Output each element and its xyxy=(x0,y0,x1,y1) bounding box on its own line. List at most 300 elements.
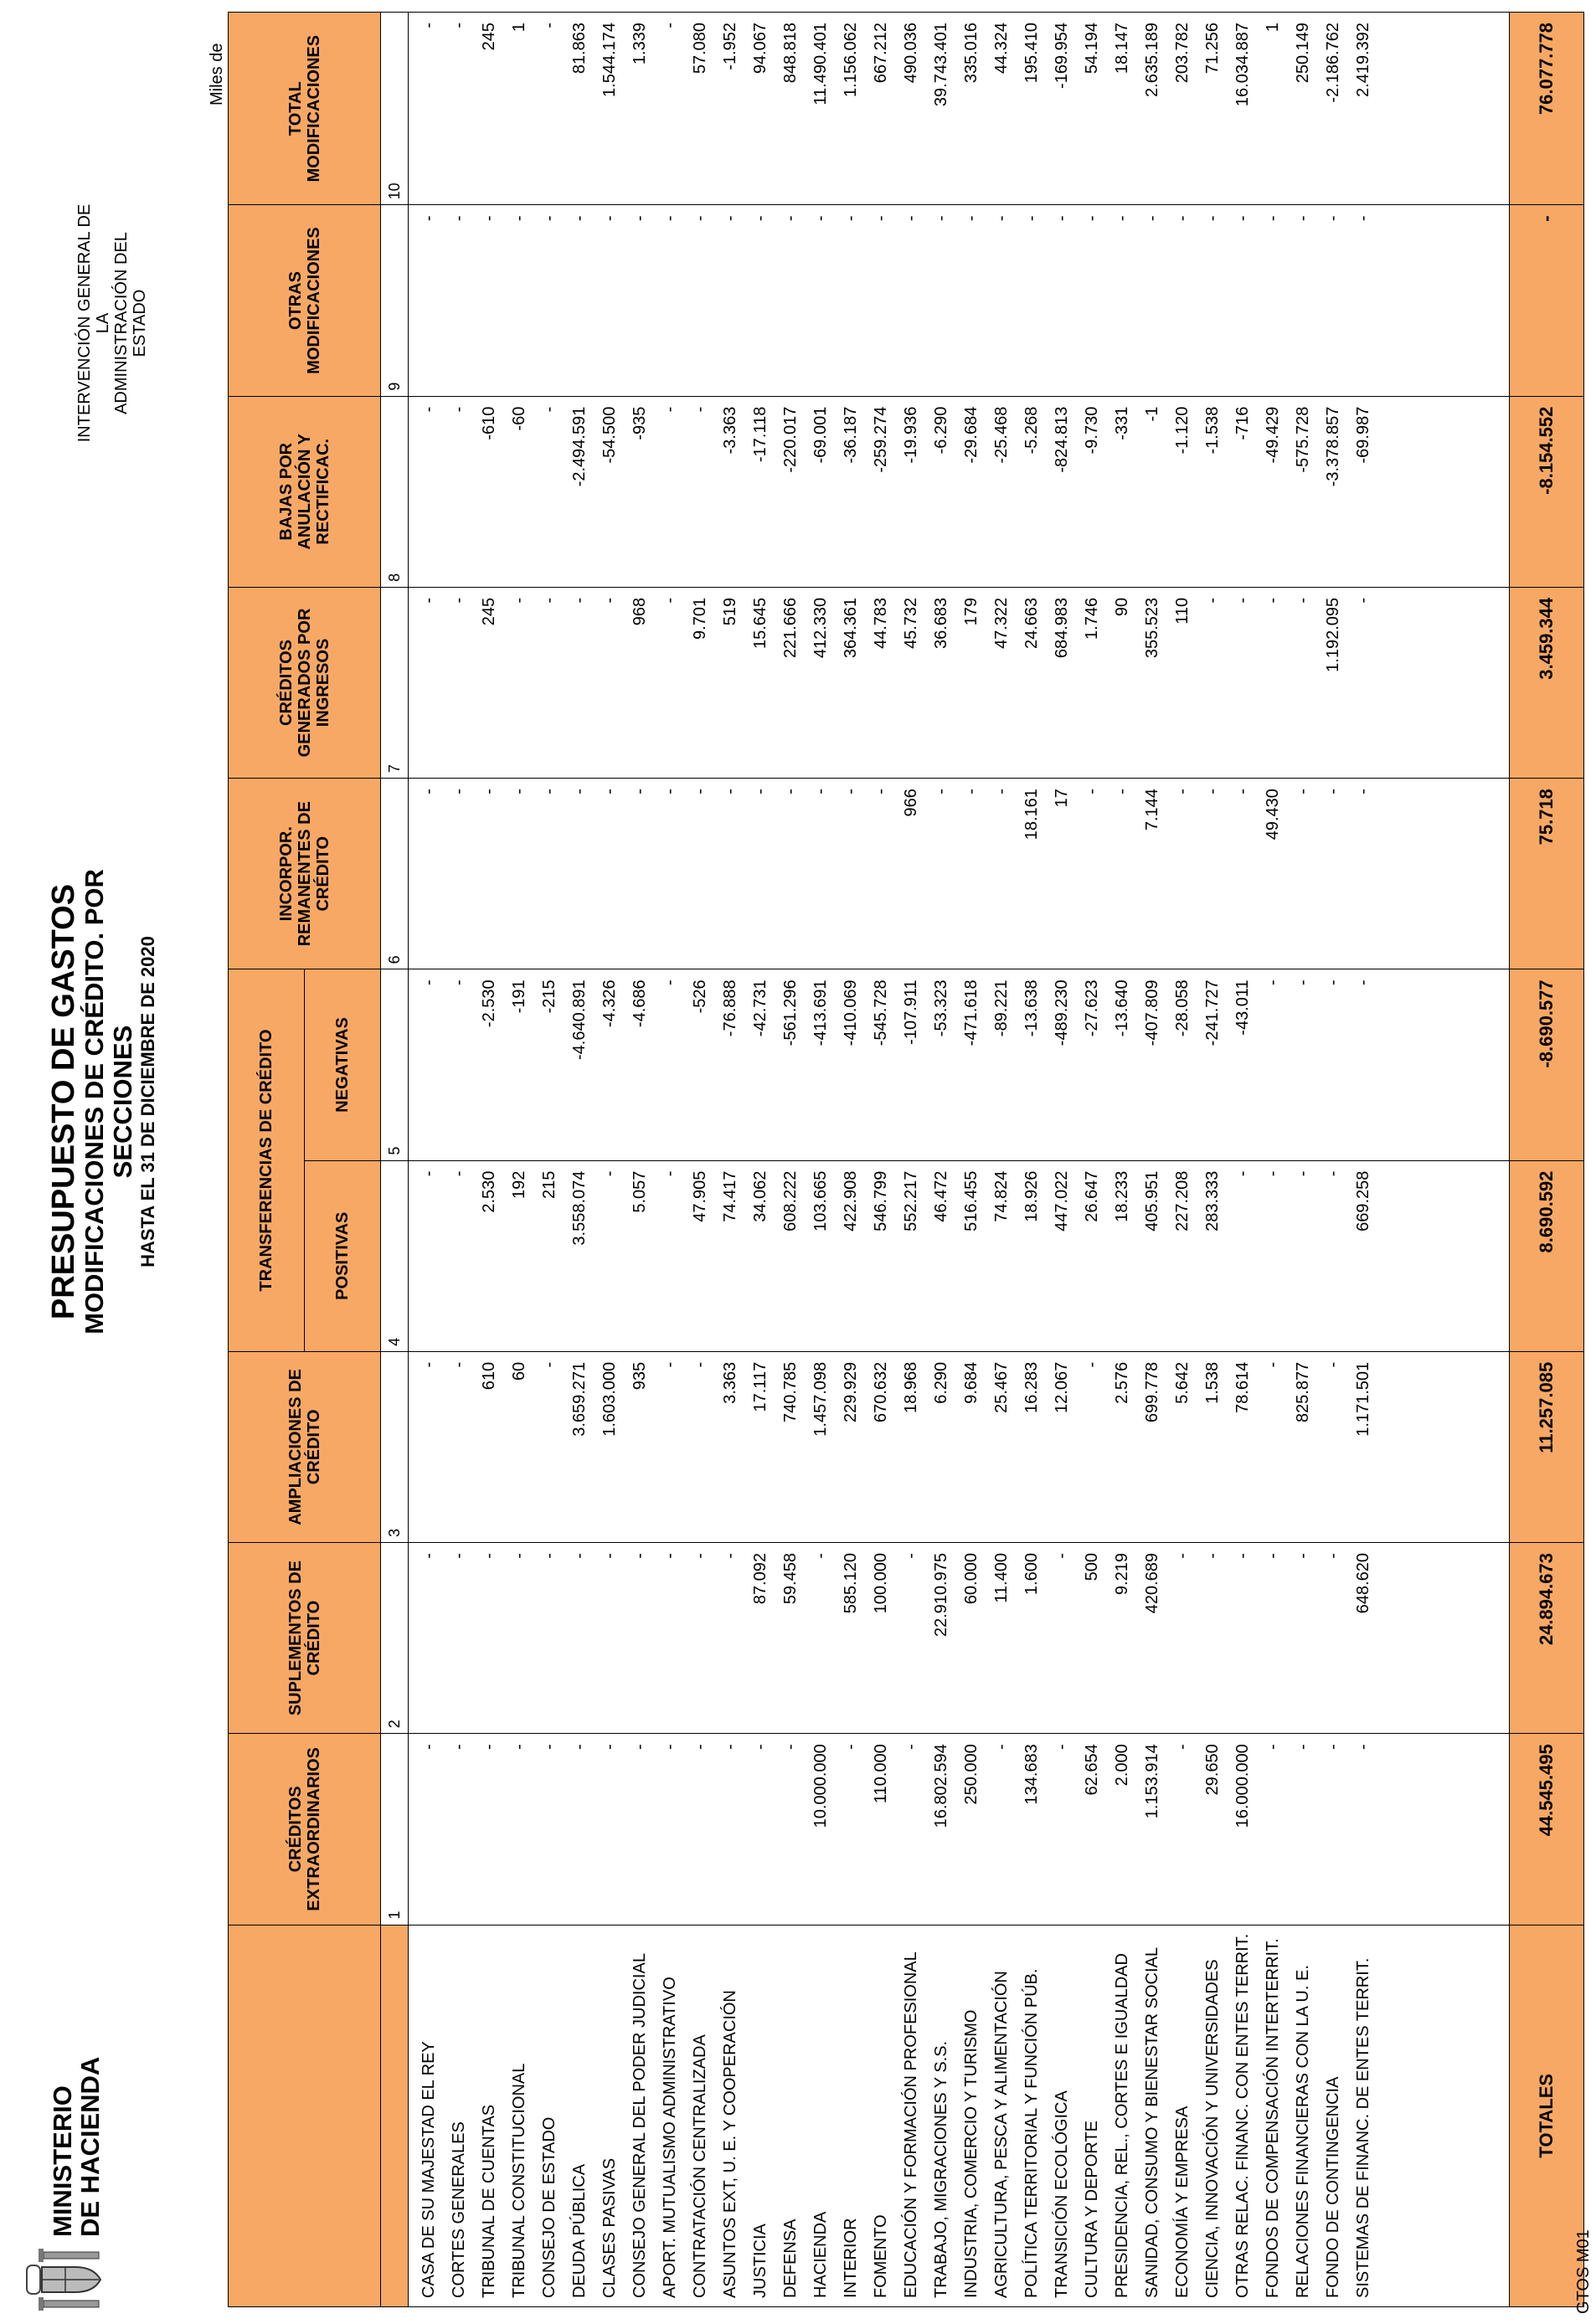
bajas-value: -6.290 xyxy=(932,406,950,455)
form-code: GTOS M01 xyxy=(1574,2229,1593,2314)
pos-value: 405.951 xyxy=(1143,1170,1161,1231)
incorp-value: - xyxy=(480,789,498,794)
supl-value: 87.092 xyxy=(751,1553,770,1605)
total-value: 335.016 xyxy=(962,23,981,84)
section-name: AGRICULTURA, PESCA Y ALIMENTACIÓN xyxy=(992,1971,1011,2298)
header-total: TOTAL MODIFICACIONES xyxy=(229,13,381,205)
header-generados: CRÉDITOS GENERADOS POR INGRESOS xyxy=(229,587,381,778)
section-name: OTRAS RELAC. FINANC. CON ENTES TERRIT. xyxy=(1233,1933,1252,2298)
supl-value: - xyxy=(1264,1553,1282,1559)
section-name: JUSTICIA xyxy=(751,2224,770,2298)
negativas-cell xyxy=(409,969,1510,1160)
ampl-value: 610 xyxy=(480,1361,498,1391)
ampl-value: 2.576 xyxy=(1113,1361,1131,1404)
otras-value: - xyxy=(992,215,1011,222)
otras-value: - xyxy=(570,215,589,222)
gen-value: 245 xyxy=(480,597,498,626)
incorp-value: - xyxy=(1233,789,1252,794)
otras-value: - xyxy=(962,215,981,222)
pos-value: 47.905 xyxy=(691,1170,709,1222)
pos-value: - xyxy=(1324,1170,1342,1177)
neg-value: -545.728 xyxy=(872,979,890,1046)
supl-value: - xyxy=(480,1553,498,1559)
bajas-value: - xyxy=(661,406,679,413)
total-cell xyxy=(409,13,1510,205)
otras-value: - xyxy=(872,215,890,222)
total-value: - xyxy=(450,23,468,28)
supl-value: 22.910.975 xyxy=(932,1553,950,1638)
neg-value: -27.623 xyxy=(1083,979,1101,1037)
extra-value: - xyxy=(631,1744,649,1750)
header-transferencias: TRANSFERENCIAS DE CRÉDITO xyxy=(229,969,305,1351)
extra-value: - xyxy=(992,1744,1011,1750)
supl-value: - xyxy=(600,1553,619,1559)
column-number: 6 xyxy=(381,779,409,969)
pos-value: - xyxy=(420,1170,438,1177)
extra-value: - xyxy=(721,1744,739,1750)
report-title: PRESUPUESTO DE GASTOS xyxy=(46,883,81,1320)
total-value: 667.212 xyxy=(872,23,890,84)
gen-value: 179 xyxy=(962,597,981,626)
header-positivas: POSITIVAS xyxy=(305,1160,381,1351)
bajas-value: -54.500 xyxy=(600,406,619,464)
column-number: 3 xyxy=(381,1351,409,1542)
ampl-value: 3.659.271 xyxy=(570,1361,589,1437)
neg-value: - xyxy=(1324,979,1342,986)
section-name: TRABAJO, MIGRACIONES Y S.S. xyxy=(932,2040,950,2298)
extra-value: 134.683 xyxy=(1022,1744,1041,1805)
total-value: 44.324 xyxy=(992,23,1011,75)
otras-value: - xyxy=(1083,215,1101,222)
gen-value: 1.192.095 xyxy=(1324,597,1342,672)
neg-value: -4.686 xyxy=(631,979,649,1028)
neg-value: -410.069 xyxy=(842,979,860,1046)
ampl-value: - xyxy=(420,1361,438,1368)
total-value: -1.952 xyxy=(721,23,739,70)
gen-value: 47.322 xyxy=(992,597,1011,650)
pos-value: 608.222 xyxy=(781,1170,800,1231)
section-name: TRANSICIÓN ECOLÓGICA xyxy=(1053,2090,1071,2298)
column-number: 9 xyxy=(381,205,409,396)
ampl-value: 6.290 xyxy=(932,1361,950,1404)
incorp-value: - xyxy=(1083,789,1101,794)
supl-value: - xyxy=(450,1553,468,1559)
total-value: 1.156.062 xyxy=(842,23,860,97)
header-ampliaciones: AMPLIACIONES DE CRÉDITO xyxy=(229,1351,381,1542)
units-label: Miles de xyxy=(208,43,226,105)
ampl-value: - xyxy=(450,1361,468,1368)
ampl-value: 12.067 xyxy=(1053,1361,1071,1413)
otras-value: - xyxy=(600,215,619,222)
bajas-value: -69.987 xyxy=(1354,406,1372,464)
extra-value: - xyxy=(691,1744,709,1750)
total-value: 39.743.401 xyxy=(932,23,950,107)
extra-value: - xyxy=(842,1744,860,1750)
pos-value: - xyxy=(1233,1170,1252,1177)
pos-value: 447.022 xyxy=(1053,1170,1071,1231)
column-number: 8 xyxy=(381,396,409,587)
ampl-value: 78.614 xyxy=(1233,1361,1252,1413)
column-number: 7 xyxy=(381,587,409,778)
gen-value: 519 xyxy=(721,597,739,626)
bajas-value: -19.936 xyxy=(902,406,920,464)
total-value: - xyxy=(540,23,559,28)
total-generados: 3.459.344 xyxy=(1510,587,1584,778)
supl-value: - xyxy=(510,1553,528,1559)
ampl-value: 825.877 xyxy=(1294,1361,1312,1423)
total-value: 250.149 xyxy=(1294,23,1312,84)
supl-value: 1.600 xyxy=(1022,1553,1041,1596)
ampl-value: - xyxy=(1083,1361,1101,1368)
section-name: POLÍTICA TERRITORIAL Y FUNCIÓN PÚB. xyxy=(1022,1968,1041,2298)
otras-value: - xyxy=(1264,215,1282,222)
ministry-line-1: MINISTERIO xyxy=(48,2085,77,2237)
gen-value: 9.701 xyxy=(691,597,709,640)
supl-value: 585.120 xyxy=(842,1553,860,1614)
pos-value: - xyxy=(1264,1170,1282,1177)
section-name: CONSEJO DE ESTADO xyxy=(540,2116,559,2298)
otras-value: - xyxy=(932,215,950,222)
otras-value: - xyxy=(1233,215,1252,222)
table-body-row xyxy=(409,13,1510,2307)
ampl-value: 670.632 xyxy=(872,1361,890,1423)
incorp-value: 7.144 xyxy=(1143,789,1161,831)
pos-value: 46.472 xyxy=(932,1170,950,1222)
column-number: 5 xyxy=(381,969,409,1160)
bajas-value: -935 xyxy=(631,406,649,440)
incorp-value: - xyxy=(751,789,770,794)
otras-value: - xyxy=(450,215,468,222)
ampl-value: 1.538 xyxy=(1203,1361,1222,1404)
bajas-value: -331 xyxy=(1113,406,1131,440)
incorp-value: 18.161 xyxy=(1022,789,1041,841)
incorp-value: - xyxy=(1324,789,1342,794)
extra-value: - xyxy=(540,1744,559,1750)
neg-value: -407.809 xyxy=(1143,979,1161,1046)
extra-value: - xyxy=(600,1744,619,1750)
pos-value: 74.824 xyxy=(992,1170,1011,1222)
neg-value: -89.221 xyxy=(992,979,1011,1037)
pos-value: 5.057 xyxy=(631,1170,649,1213)
extra-value: - xyxy=(781,1744,800,1750)
otras-value: - xyxy=(721,215,739,222)
pos-value: 34.062 xyxy=(751,1170,770,1222)
ampl-value: 3.363 xyxy=(721,1361,739,1404)
extra-value: - xyxy=(1324,1744,1342,1750)
otras-value: - xyxy=(781,215,800,222)
bajas-value: -575.728 xyxy=(1294,406,1312,473)
otras-value: - xyxy=(540,215,559,222)
report-subtitle: MODIFICACIONES DE CRÉDITO. POR SECCIONES xyxy=(80,869,137,1334)
section-name: HACIENDA xyxy=(811,2211,830,2298)
incorp-value: - xyxy=(872,789,890,794)
incorp-value: - xyxy=(1113,789,1131,794)
supl-value: - xyxy=(1053,1553,1071,1559)
total-value: 490.036 xyxy=(902,23,920,84)
section-name: INDUSTRIA, COMERCIO Y TURISMO xyxy=(962,2009,981,2298)
neg-value: -43.011 xyxy=(1233,979,1252,1036)
incorp-value: - xyxy=(661,789,679,794)
bajas-value: -716 xyxy=(1233,406,1252,440)
gen-value: - xyxy=(540,597,559,604)
neg-value: -42.731 xyxy=(751,979,770,1037)
incorp-value: - xyxy=(570,789,589,794)
pos-value: 3.558.074 xyxy=(570,1170,589,1246)
extra-value: - xyxy=(1264,1744,1282,1750)
bajas-value: -49.429 xyxy=(1264,406,1282,464)
gen-value: - xyxy=(420,597,438,604)
suplementos-cell xyxy=(409,1543,1510,1734)
column-number: 4 xyxy=(381,1160,409,1351)
supl-value: 11.400 xyxy=(992,1553,1011,1603)
otras-value: - xyxy=(691,215,709,222)
pos-value: - xyxy=(450,1170,468,1177)
section-name: CULTURA Y DEPORTE xyxy=(1083,2121,1101,2298)
supl-value: 59.458 xyxy=(781,1553,800,1605)
extra-value: - xyxy=(751,1744,770,1750)
total-value: 2.419.392 xyxy=(1354,23,1372,97)
gen-value: 90 xyxy=(1113,597,1131,617)
bajas-value: -60 xyxy=(510,406,528,431)
gen-value: 364.361 xyxy=(842,597,860,659)
total-value: 203.782 xyxy=(1173,23,1192,84)
pos-value: 546.799 xyxy=(872,1170,890,1231)
extra-value: - xyxy=(661,1744,679,1750)
incorp-value: - xyxy=(510,789,528,794)
pos-value: 227.208 xyxy=(1173,1170,1192,1231)
supl-value: - xyxy=(1294,1553,1312,1559)
pos-value: 516.455 xyxy=(962,1170,981,1231)
pos-value: 192 xyxy=(510,1170,528,1199)
gen-value: 355.523 xyxy=(1143,597,1161,659)
totals-label: TOTALES xyxy=(1510,1925,1584,2306)
header-bajas: BAJAS POR ANULACIÓN Y RECTIFICAC. xyxy=(229,396,381,587)
otras-value: - xyxy=(510,215,528,222)
total-value: -169.954 xyxy=(1053,23,1071,89)
section-name: DEFENSA xyxy=(781,2219,800,2298)
section-name: CASA DE SU MAJESTAD EL REY xyxy=(420,2041,438,2298)
bajas-value: -3.363 xyxy=(721,406,739,455)
supl-value: - xyxy=(811,1553,830,1559)
gen-value: - xyxy=(1233,597,1252,604)
bajas-value: -25.468 xyxy=(992,406,1011,464)
otras-value: - xyxy=(480,215,498,222)
otras-value: - xyxy=(1113,215,1131,222)
bajas-value: - xyxy=(450,406,468,413)
gen-value: 968 xyxy=(631,597,649,626)
otras-value: - xyxy=(1053,215,1071,222)
ampl-value: 935 xyxy=(631,1361,649,1391)
pos-value: 552.217 xyxy=(902,1170,920,1231)
section-name: TRIBUNAL CONSTITUCIONAL xyxy=(510,2063,528,2298)
neg-value: -561.296 xyxy=(781,979,800,1046)
total-suplementos: 24.894.673 xyxy=(1510,1543,1584,1734)
neg-value: -489.230 xyxy=(1053,979,1071,1046)
section-name: FOMENTO xyxy=(872,2214,890,2298)
ampl-value: - xyxy=(691,1361,709,1368)
section-name: CIENCIA, INNOVACIÓN Y UNIVERSIDADES xyxy=(1203,1959,1222,2298)
gen-value: 24.663 xyxy=(1022,597,1041,650)
gen-value: - xyxy=(1354,597,1372,604)
report-date: HASTA EL 31 DE DICIEMBRE DE 2020 xyxy=(137,936,158,1267)
incorp-value: - xyxy=(1173,789,1192,794)
gen-value: 45.732 xyxy=(902,597,920,650)
supl-value: 420.689 xyxy=(1143,1553,1161,1614)
ampl-value: - xyxy=(540,1361,559,1368)
section-name: RELACIONES FINANCIERAS CON LA U. E. xyxy=(1294,1965,1312,2298)
otras-value: - xyxy=(1173,215,1192,222)
bajas-value: -259.274 xyxy=(872,406,890,473)
total-value: 1.339 xyxy=(631,23,649,65)
neg-value: -241.727 xyxy=(1203,979,1222,1046)
section-name: DEUDA PÚBLICA xyxy=(570,2163,589,2298)
extra-value: - xyxy=(480,1744,498,1750)
ampl-value: 699.778 xyxy=(1143,1361,1161,1423)
org-line-2: ADMINISTRACIÓN DEL ESTADO xyxy=(112,232,149,414)
column-number: 2 xyxy=(381,1543,409,1734)
supl-value: - xyxy=(902,1553,920,1559)
section-name: FONDOS DE COMPENSACIÓN INTERTERRIT. xyxy=(1264,1938,1282,2298)
total-value: 81.863 xyxy=(570,23,589,75)
neg-value: - xyxy=(1354,979,1372,986)
extra-value: 110.000 xyxy=(872,1744,890,1804)
extra-value: 16.802.594 xyxy=(932,1744,950,1828)
neg-value: - xyxy=(1294,979,1312,986)
neg-value: -76.888 xyxy=(721,979,739,1037)
neg-value: -107.911 xyxy=(902,979,920,1045)
otras-value: - xyxy=(661,215,679,222)
supl-value: - xyxy=(420,1553,438,1559)
positivas-cell xyxy=(409,1160,1510,1351)
otras-value: - xyxy=(811,215,830,222)
neg-value: -4.640.891 xyxy=(570,979,589,1060)
section-name: SISTEMAS DE FINANC. DE ENTES TERRIT. xyxy=(1354,1957,1372,2298)
column-number: 10 xyxy=(381,13,409,205)
total-value: 848.818 xyxy=(781,23,800,84)
gen-value: 412.330 xyxy=(811,597,830,659)
section-name: INTERIOR xyxy=(842,2218,860,2298)
supl-value: - xyxy=(1233,1553,1252,1559)
org-name xyxy=(75,198,149,449)
supl-value: - xyxy=(631,1553,649,1559)
org-line-1: INTERVENCIÓN GENERAL DE LA xyxy=(75,203,112,443)
pos-value: 422.908 xyxy=(842,1170,860,1231)
otras-value: - xyxy=(420,215,438,222)
total-value: 1 xyxy=(1264,23,1282,33)
supl-value: - xyxy=(691,1553,709,1559)
gen-value: 15.645 xyxy=(751,597,770,650)
neg-value: -526 xyxy=(691,979,709,1014)
neg-value: -53.323 xyxy=(932,979,950,1037)
header-otras: OTRAS MODIFICACIONES xyxy=(229,205,381,396)
extra-value: 250.000 xyxy=(962,1744,981,1805)
ampl-value: 1.171.501 xyxy=(1354,1361,1372,1437)
total-value: 11.490.401 xyxy=(811,23,830,105)
ampl-value: - xyxy=(1324,1361,1342,1368)
ampl-value: 25.467 xyxy=(992,1361,1011,1413)
neg-value: - xyxy=(661,979,679,986)
bajas-value: -9.730 xyxy=(1083,406,1101,455)
supl-value: - xyxy=(570,1553,589,1559)
total-value: 54.194 xyxy=(1083,23,1101,75)
column-number: 1 xyxy=(381,1734,409,1925)
bajas-value: -220.017 xyxy=(781,406,800,473)
bajas-value: -1.120 xyxy=(1173,406,1192,455)
header-extraordinarios: CRÉDITOS EXTRAORDINARIOS xyxy=(229,1734,381,1925)
gen-value: 110 xyxy=(1173,597,1192,625)
incorp-value: - xyxy=(540,789,559,794)
neg-value: -13.640 xyxy=(1113,979,1131,1037)
neg-value: - xyxy=(450,979,468,986)
extra-value: - xyxy=(1053,1744,1071,1750)
neg-value: - xyxy=(1264,979,1282,986)
otras-value: - xyxy=(842,215,860,222)
generados-cell xyxy=(409,587,1510,778)
total-otras: - xyxy=(1510,205,1584,396)
total-value: - xyxy=(661,23,679,28)
incorp-value: - xyxy=(691,789,709,794)
header-suplementos: SUPLEMENTOS DE CRÉDITO xyxy=(229,1543,381,1734)
supl-value: - xyxy=(661,1553,679,1559)
otras-value: - xyxy=(1354,215,1372,222)
gen-value: - xyxy=(661,597,679,604)
total-value: 57.080 xyxy=(691,23,709,75)
supl-value: - xyxy=(721,1553,739,1559)
bajas-value: -5.268 xyxy=(1022,406,1041,455)
bajas-value: -69.001 xyxy=(811,406,830,464)
total-value: -2.186.762 xyxy=(1324,23,1342,103)
ampl-value: 1.457.098 xyxy=(811,1361,830,1437)
extra-value: 16.000.000 xyxy=(1233,1744,1252,1828)
ampl-value: 60 xyxy=(510,1361,528,1381)
ampl-value: - xyxy=(1264,1361,1282,1368)
total-value: 1 xyxy=(510,23,528,33)
bajas-value: -824.813 xyxy=(1053,406,1071,473)
otras-value: - xyxy=(751,215,770,222)
otras-value: - xyxy=(902,215,920,222)
incorp-value: - xyxy=(600,789,619,794)
bajas-value: -1.538 xyxy=(1203,406,1222,455)
gen-value: - xyxy=(1203,597,1222,604)
pos-value: - xyxy=(1294,1170,1312,1177)
incorp-value: - xyxy=(450,789,468,794)
neg-value: - xyxy=(420,979,438,986)
section-name: EDUCACIÓN Y FORMACIÓN PROFESIONAL xyxy=(902,1951,920,2298)
bajas-value: -2.494.591 xyxy=(570,406,589,487)
extra-value: - xyxy=(902,1744,920,1750)
total-value: 18.147 xyxy=(1113,23,1131,75)
bajas-value: -1 xyxy=(1143,406,1161,422)
supl-value: 100.000 xyxy=(872,1553,890,1614)
total-value: 245 xyxy=(480,23,498,51)
section-header xyxy=(229,1925,381,2306)
section-name: CLASES PASIVAS xyxy=(600,2157,619,2298)
ampl-value: 1.603.000 xyxy=(600,1361,619,1437)
pos-value: 215 xyxy=(540,1170,559,1199)
total-ampliaciones: 11.257.085 xyxy=(1510,1351,1584,1542)
gen-value: 44.783 xyxy=(872,597,890,650)
extra-value: 62.654 xyxy=(1083,1744,1101,1796)
ampl-value: 740.785 xyxy=(781,1361,800,1423)
gen-value: 36.683 xyxy=(932,597,950,650)
supl-value: 648.620 xyxy=(1354,1553,1372,1614)
total-negativas: -8.690.577 xyxy=(1510,969,1584,1160)
total-value: 195.410 xyxy=(1022,23,1041,84)
ampl-value: 229.929 xyxy=(842,1361,860,1423)
section-name: CONTRATACIÓN CENTRALIZADA xyxy=(691,2034,709,2298)
bajas-value: -3.378.857 xyxy=(1324,406,1342,487)
otras-cell xyxy=(409,205,1510,396)
